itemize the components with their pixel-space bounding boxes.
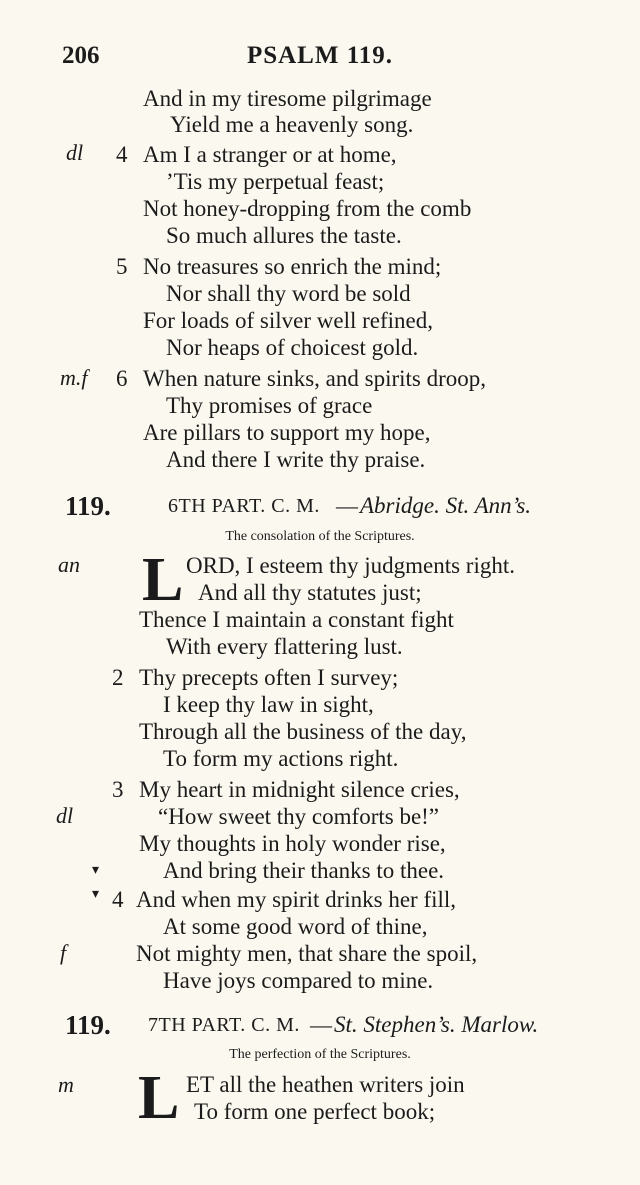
verse-line: Through all the business of the day,: [139, 719, 467, 744]
verse-line: Nor heaps of choicest gold.: [166, 335, 419, 360]
verse-line: ’Tis my perpetual feast;: [166, 169, 385, 194]
verse-line: And there I write thy praise.: [166, 447, 426, 472]
verse-line: Thy promises of grace: [166, 393, 373, 418]
verse-line: Am I a stranger or at home,: [143, 142, 397, 167]
verse-line: Thence I maintain a constant fight: [139, 607, 454, 632]
verse-line: ORD, I esteem thy judgments right.: [186, 553, 515, 578]
verse-line: Not mighty men, that share the spoil,: [136, 941, 478, 966]
verse-line: Are pillars to support my hope,: [143, 420, 431, 445]
verse-line: I keep thy law in sight,: [163, 692, 374, 717]
dynamic-mark: m: [58, 1072, 74, 1097]
verse-line: When nature sinks, and spirits droop,: [143, 366, 487, 391]
stanza-number: 4: [112, 887, 124, 912]
page-number: 206: [62, 42, 100, 69]
stanza-number: 5: [116, 254, 128, 279]
verse-line: Not honey-dropping from the comb: [143, 196, 472, 221]
verse-line: To form one perfect book;: [194, 1099, 436, 1124]
verse-line: “How sweet thy comforts be!”: [158, 804, 440, 829]
verse-line: So much allures the taste.: [166, 223, 402, 248]
page-header: [0, 40, 640, 76]
heading-dash: —: [336, 493, 359, 518]
hymn-subtitle: The consolation of the Scriptures.: [225, 529, 415, 544]
heading-dash: —: [310, 1012, 333, 1037]
drop-cap: L: [142, 546, 184, 614]
verse-line: To form my actions right.: [163, 746, 399, 771]
verse-line: And bring their thanks to thee.: [163, 858, 445, 883]
verse-line: ET all the heathen writers join: [186, 1072, 465, 1097]
tune-names: St. Stephen’s. Marlow.: [334, 1012, 539, 1037]
verse-line: For loads of silver well refined,: [143, 308, 433, 333]
verse-line: My heart in midnight silence cries,: [139, 777, 460, 802]
verse-line: Have joys compared to mine.: [163, 968, 434, 993]
dynamic-mark: dl: [56, 803, 74, 828]
dynamic-mark: m.f: [60, 365, 88, 390]
verse-line: And all thy statutes just;: [198, 580, 422, 605]
hymn-part: 7TH PART. C. M.: [148, 1014, 300, 1036]
hymn-number: 119.: [65, 1010, 111, 1040]
dynamic-mark: dl: [66, 140, 84, 165]
verse-line: No treasures so enrich the mind;: [143, 254, 442, 279]
hymn-subtitle: The perfection of the Scriptures.: [229, 1047, 411, 1062]
hymn-heading: [0, 491, 640, 525]
verse-line: And when my spirit drinks her fill,: [136, 887, 457, 912]
stanza-number: 6: [116, 366, 128, 391]
hymn-heading: [0, 1010, 640, 1044]
verse-line: Yield me a heavenly song.: [170, 112, 414, 137]
dynamic-mark: an: [58, 552, 80, 577]
verse-line: At some good word of thine,: [163, 914, 428, 939]
drop-cap: L: [138, 1064, 180, 1132]
hymn-number: 119.: [65, 491, 111, 521]
hymn-part: 6TH PART. C. M.: [168, 495, 320, 517]
verse-line: With every flattering lust.: [166, 634, 403, 659]
bullet-mark: ▾: [92, 887, 100, 902]
bullet-mark: ▾: [92, 863, 100, 878]
tune-names: Abridge. St. Ann’s.: [360, 493, 532, 518]
running-head: PSALM 119.: [246, 42, 394, 69]
verse-line: Thy precepts often I survey;: [139, 665, 399, 690]
verse-line: And in my tiresome pilgrimage: [143, 86, 432, 111]
stanza-number: 3: [112, 777, 124, 802]
verse-line: My thoughts in holy wonder rise,: [139, 831, 446, 856]
dynamic-mark: f: [60, 940, 67, 965]
verse-line: Nor shall thy word be sold: [166, 281, 411, 306]
stanza-number: 4: [116, 142, 128, 167]
stanza-number: 2: [112, 665, 124, 690]
